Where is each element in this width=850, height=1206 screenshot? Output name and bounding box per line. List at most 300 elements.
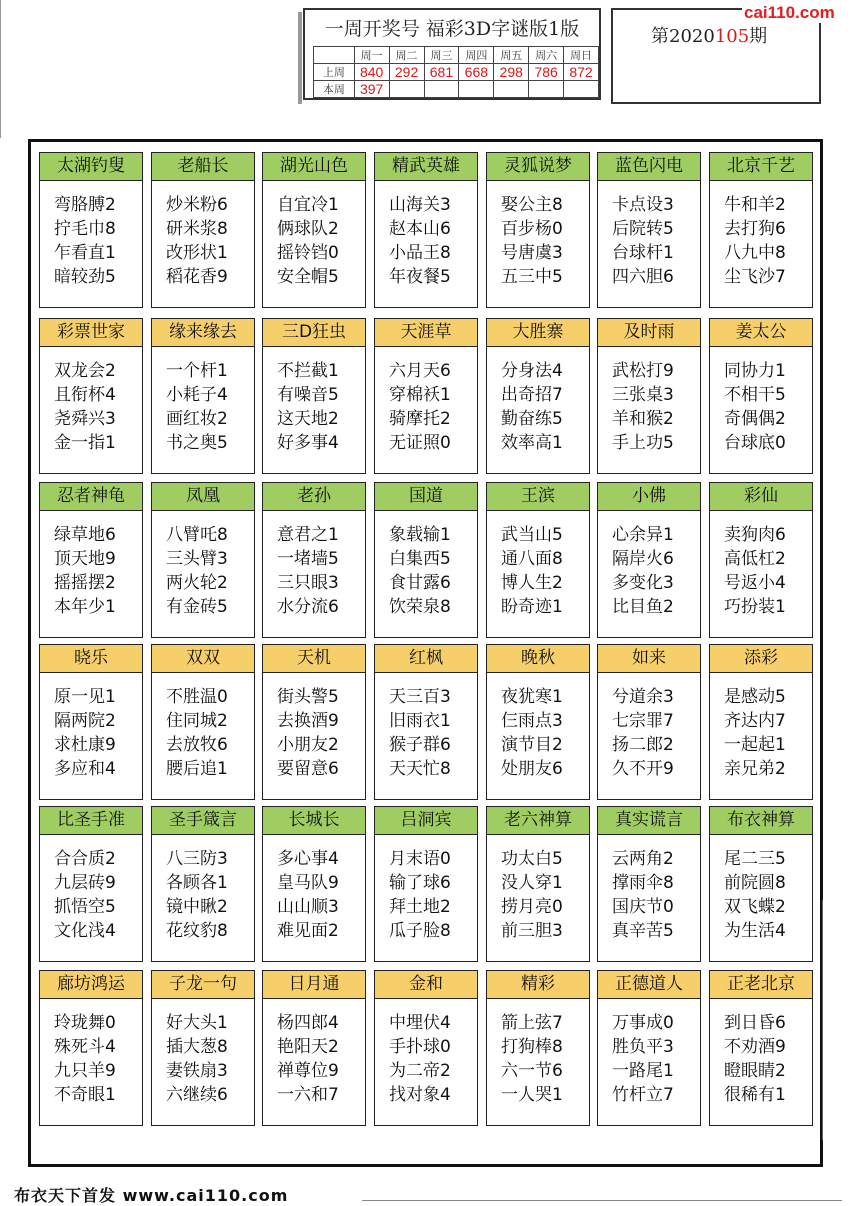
riddle-line: 中埋伏4	[389, 1013, 451, 1033]
footer-credit: 布衣天下首发 www.cai110.com	[14, 1186, 289, 1205]
riddle-line: 六继续6	[166, 1085, 228, 1105]
riddle-card	[486, 482, 590, 638]
riddle-line: 武当山5	[501, 525, 563, 545]
riddle-line: 好大头1	[166, 1013, 228, 1033]
riddle-line: 金一指1	[54, 433, 116, 453]
riddle-line: 久不开9	[612, 759, 674, 779]
riddle-lines	[54, 685, 144, 781]
riddle-line: 镜中瞅2	[166, 897, 228, 917]
riddle-line: 百步杨0	[501, 219, 563, 239]
riddle-line: 猴子群6	[389, 735, 451, 755]
riddle-card	[39, 318, 143, 474]
riddle-line: 去放牧6	[166, 735, 228, 755]
card-title: 老孙	[263, 483, 365, 511]
riddle-lines	[166, 685, 256, 781]
riddle-line: 很稀有1	[724, 1085, 786, 1105]
riddle-line: 胜负平3	[612, 1037, 674, 1057]
riddle-line: 摇铃铛0	[277, 243, 339, 263]
card-title: 子龙一句	[152, 971, 254, 999]
card-title: 如来	[598, 645, 700, 673]
riddle-line: 不相干5	[724, 385, 786, 405]
riddle-line: 赵本山6	[389, 219, 451, 239]
riddle-card	[597, 318, 701, 474]
riddle-line: 多变化3	[612, 573, 674, 593]
card-title: 天涯草	[375, 319, 477, 347]
riddle-line: 骑摩托2	[389, 409, 451, 429]
riddle-line: 顶天地9	[54, 549, 116, 569]
card-title: 正德道人	[598, 971, 700, 999]
card-title: 添彩	[710, 645, 812, 673]
riddle-line: 隔两院2	[54, 711, 116, 731]
riddle-card	[709, 482, 813, 638]
draw-number: 786	[529, 64, 564, 81]
riddle-card	[39, 806, 143, 962]
riddle-card	[39, 482, 143, 638]
card-title: 大胜寨	[487, 319, 589, 347]
row-label: 上周	[314, 64, 355, 81]
issue-suffix: 期	[749, 26, 768, 47]
riddle-line: 九只羊9	[54, 1061, 116, 1081]
riddle-line: 不奇眼1	[54, 1085, 116, 1105]
riddle-card	[374, 806, 478, 962]
riddle-line: 原一见1	[54, 687, 116, 707]
riddle-line: 一堵墙5	[277, 549, 339, 569]
card-title: 老六神算	[487, 807, 589, 835]
riddle-line: 输了球6	[389, 873, 451, 893]
riddle-line: 号唐虞3	[501, 243, 563, 263]
draw-number	[424, 81, 459, 98]
riddle-line: 改形状1	[166, 243, 228, 263]
riddle-line: 自宜冷1	[277, 195, 339, 215]
draw-number: 298	[494, 64, 529, 81]
card-title: 圣手箴言	[152, 807, 254, 835]
site-logo[interactable]: cai110.com	[744, 3, 835, 22]
riddle-card	[709, 644, 813, 800]
riddle-line: 箭上弦7	[501, 1013, 563, 1033]
riddle-line: 出奇招7	[501, 385, 563, 405]
riddle-line: 心余异1	[612, 525, 674, 545]
last-week-row	[314, 64, 599, 81]
day-header: 周一	[354, 47, 389, 64]
riddle-line: 年夜餐5	[389, 267, 451, 287]
riddle-line: 七宗罪7	[612, 711, 674, 731]
card-title: 晓乐	[40, 645, 142, 673]
riddle-card	[262, 806, 366, 962]
riddle-line: 巧扮装1	[724, 597, 786, 617]
riddle-line: 小朋友2	[277, 735, 339, 755]
riddle-line: 穿棉袄1	[389, 385, 451, 405]
day-header: 周日	[564, 47, 599, 64]
left-edge-rule	[0, 0, 1, 138]
riddle-line: 白集西5	[389, 549, 451, 569]
riddle-line: 街头警5	[277, 687, 339, 707]
riddle-line: 禅尊位9	[277, 1061, 339, 1081]
riddle-lines	[612, 685, 702, 781]
day-header: 周三	[424, 47, 459, 64]
card-title: 蓝色闪电	[598, 153, 700, 181]
riddle-lines	[501, 193, 591, 289]
card-title: 正老北京	[710, 971, 812, 999]
riddle-line: 尘飞沙7	[724, 267, 786, 287]
riddle-line: 要留意6	[277, 759, 339, 779]
riddle-line: 去打狗6	[724, 219, 786, 239]
card-title: 姜太公	[710, 319, 812, 347]
card-title: 凤凰	[152, 483, 254, 511]
card-title: 双双	[152, 645, 254, 673]
riddle-line: 不胜温0	[166, 687, 228, 707]
riddle-lines	[612, 193, 702, 289]
card-title: 及时雨	[598, 319, 700, 347]
riddle-lines	[501, 1011, 591, 1107]
day-header: 周五	[494, 47, 529, 64]
riddle-line: 双飞蝶2	[724, 897, 786, 917]
riddle-line: 卖狗肉6	[724, 525, 786, 545]
riddle-line: 尾二三5	[724, 849, 786, 869]
riddle-card	[709, 806, 813, 962]
riddle-lines	[724, 847, 814, 943]
riddle-line: 隔岸火6	[612, 549, 674, 569]
riddle-card	[597, 482, 701, 638]
riddle-card	[39, 644, 143, 800]
riddle-line: 插大葱8	[166, 1037, 228, 1057]
card-title: 北京千艺	[710, 153, 812, 181]
riddle-lines	[612, 359, 702, 455]
riddle-card	[151, 318, 255, 474]
riddle-line: 亲兄弟2	[724, 759, 786, 779]
riddle-line: 有金砖5	[166, 597, 228, 617]
issue-prefix: 第2020	[651, 26, 715, 47]
riddle-line: 艳阳天2	[277, 1037, 339, 1057]
riddle-line: 演节目2	[501, 735, 563, 755]
riddle-lines	[166, 847, 256, 943]
riddle-line: 多心事4	[277, 849, 339, 869]
riddle-line: 拧毛巾8	[54, 219, 116, 239]
riddle-line: 扬二郎2	[612, 735, 674, 755]
riddle-card	[597, 152, 701, 308]
riddle-line: 殊死斗4	[54, 1037, 116, 1057]
riddle-line: 台球杆1	[612, 243, 674, 263]
draw-number	[389, 81, 424, 98]
card-title: 老船长	[152, 153, 254, 181]
draw-number	[494, 81, 529, 98]
riddle-line: 比目鱼2	[612, 597, 674, 617]
riddle-card	[486, 644, 590, 800]
riddle-line: 本年少1	[54, 597, 116, 617]
riddle-line: 五三中5	[501, 267, 563, 287]
panel-title: 一周开奖号 福彩3D字谜版1版	[324, 18, 580, 40]
riddle-line: 卡点设3	[612, 195, 674, 215]
riddle-card	[597, 970, 701, 1126]
riddle-line: 双龙会2	[54, 361, 116, 381]
riddle-lines	[277, 193, 367, 289]
footer-rule	[362, 1200, 842, 1201]
riddle-line: 无证照0	[389, 433, 451, 453]
riddle-lines	[166, 359, 256, 455]
riddle-line: 三张桌3	[612, 385, 674, 405]
riddle-line: 文化浅4	[54, 921, 116, 941]
riddle-line: 一人哭1	[501, 1085, 563, 1105]
riddle-line: 齐达内7	[724, 711, 786, 731]
riddle-lines	[54, 847, 144, 943]
riddle-card	[262, 644, 366, 800]
riddle-line: 为生活4	[724, 921, 786, 941]
riddle-line: 稻花香9	[166, 267, 228, 287]
riddle-lines	[54, 523, 144, 619]
riddle-card	[374, 152, 478, 308]
riddle-line: 一六和7	[277, 1085, 339, 1105]
riddle-lines	[389, 685, 479, 781]
riddle-line: 拜土地2	[389, 897, 451, 917]
riddle-line: 摇摇摆2	[54, 573, 116, 593]
riddle-card	[39, 152, 143, 308]
riddle-lines	[389, 523, 479, 619]
day-header: 周六	[529, 47, 564, 64]
riddle-line: 三只眼3	[277, 573, 339, 593]
riddle-line: 八臂吒8	[166, 525, 228, 545]
riddle-line: 分身法4	[501, 361, 563, 381]
draw-number: 840	[354, 64, 389, 81]
riddle-line: 一起起1	[724, 735, 786, 755]
day-header: 周二	[389, 47, 424, 64]
riddle-line: 国庆节0	[612, 897, 674, 917]
draw-number: 668	[459, 64, 494, 81]
riddle-line: 博人生2	[501, 573, 563, 593]
riddle-line: 多应和4	[54, 759, 116, 779]
riddle-lines	[166, 1011, 256, 1107]
card-title: 吕洞宾	[375, 807, 477, 835]
riddle-line: 真辛苦5	[612, 921, 674, 941]
riddle-line: 瞪眼睛2	[724, 1061, 786, 1081]
riddle-line: 腰后追1	[166, 759, 228, 779]
card-title: 彩仙	[710, 483, 812, 511]
riddle-line: 抓悟空5	[54, 897, 116, 917]
riddle-line: 竹杆立7	[612, 1085, 674, 1105]
riddle-line: 暗较劲5	[54, 267, 116, 287]
right-edge-rule	[822, 900, 823, 1140]
card-title: 红枫	[375, 645, 477, 673]
riddle-line: 安全帽5	[277, 267, 339, 287]
riddle-line: 不拦截1	[277, 361, 339, 381]
riddle-line: 炒米粉6	[166, 195, 228, 215]
riddle-line: 皇马队9	[277, 873, 339, 893]
riddle-line: 三头臂3	[166, 549, 228, 569]
card-title: 金和	[375, 971, 477, 999]
card-title: 真实谎言	[598, 807, 700, 835]
riddle-card	[151, 806, 255, 962]
riddle-line: 难见面2	[277, 921, 339, 941]
draw-number	[564, 81, 599, 98]
card-title: 缘来缘去	[152, 319, 254, 347]
riddle-board	[28, 139, 823, 1167]
riddle-line: 前院圆8	[724, 873, 786, 893]
header-shadow	[298, 12, 302, 104]
riddle-line: 后院转5	[612, 219, 674, 239]
day-header: 周四	[459, 47, 494, 64]
riddle-card	[262, 482, 366, 638]
riddle-lines	[54, 193, 144, 289]
riddle-line: 找对象4	[389, 1085, 451, 1105]
riddle-line: 求杜康9	[54, 735, 116, 755]
riddle-line: 山海关3	[389, 195, 451, 215]
riddle-line: 前三胆3	[501, 921, 563, 941]
riddle-card	[597, 806, 701, 962]
riddle-lines	[166, 523, 256, 619]
riddle-lines	[501, 359, 591, 455]
draw-table	[313, 46, 599, 98]
card-title: 日月通	[263, 971, 365, 999]
riddle-line: 各顾各1	[166, 873, 228, 893]
riddle-line: 四六胆6	[612, 267, 674, 287]
riddle-line: 夜犹寒1	[501, 687, 563, 707]
riddle-card	[374, 970, 478, 1126]
draw-number: 397	[354, 81, 389, 98]
riddle-lines	[277, 1011, 367, 1107]
riddle-line: 尧舜兴3	[54, 409, 116, 429]
draw-number: 292	[389, 64, 424, 81]
riddle-line: 去换酒9	[277, 711, 339, 731]
riddle-card	[262, 970, 366, 1126]
riddle-card	[151, 482, 255, 638]
riddle-line: 研米浆8	[166, 219, 228, 239]
riddle-card	[709, 970, 813, 1126]
riddle-line: 兮道余3	[612, 687, 674, 707]
riddle-line: 功太白5	[501, 849, 563, 869]
riddle-line: 意君之1	[277, 525, 339, 545]
riddle-line: 水分流6	[277, 597, 339, 617]
riddle-line: 武松打9	[612, 361, 674, 381]
row-label: 本周	[314, 81, 355, 98]
card-title: 太湖钓叟	[40, 153, 142, 181]
riddle-lines	[277, 359, 367, 455]
riddle-line: 六一节6	[501, 1061, 563, 1081]
card-title: 忍者神龟	[40, 483, 142, 511]
riddle-lines	[277, 847, 367, 943]
riddle-line: 九层砖9	[54, 873, 116, 893]
riddle-line: 小耗子4	[166, 385, 228, 405]
riddle-line: 且衔杯4	[54, 385, 116, 405]
card-title: 天机	[263, 645, 365, 673]
riddle-line: 打狗棒8	[501, 1037, 563, 1057]
riddle-line: 弯胳膊2	[54, 195, 116, 215]
riddle-card	[709, 152, 813, 308]
riddle-line: 小品王8	[389, 243, 451, 263]
riddle-line: 象载输1	[389, 525, 451, 545]
riddle-lines	[724, 359, 814, 455]
riddle-line: 高低杠2	[724, 549, 786, 569]
riddle-line: 瓜子脸8	[389, 921, 451, 941]
riddle-line: 仨雨点3	[501, 711, 563, 731]
riddle-lines	[501, 685, 591, 781]
card-title: 精武英雄	[375, 153, 477, 181]
riddle-line: 万事成0	[612, 1013, 674, 1033]
card-title: 晚秋	[487, 645, 589, 673]
card-title: 王滨	[487, 483, 589, 511]
riddle-line: 住同城2	[166, 711, 228, 731]
riddle-lines	[724, 523, 814, 619]
riddle-lines	[724, 685, 814, 781]
riddle-card	[486, 970, 590, 1126]
riddle-card	[262, 152, 366, 308]
riddle-card	[151, 644, 255, 800]
card-title: 国道	[375, 483, 477, 511]
riddle-line: 捞月亮0	[501, 897, 563, 917]
riddle-lines	[612, 1011, 702, 1107]
riddle-line: 画红妆2	[166, 409, 228, 429]
riddle-lines	[501, 847, 591, 943]
riddle-line: 两火轮2	[166, 573, 228, 593]
riddle-line: 有噪音5	[277, 385, 339, 405]
riddle-line: 花纹豹8	[166, 921, 228, 941]
draw-number: 681	[424, 64, 459, 81]
riddle-lines	[724, 193, 814, 289]
riddle-line: 奇偶偶2	[724, 409, 786, 429]
riddle-lines	[277, 685, 367, 781]
riddle-line: 饮荣泉8	[389, 597, 451, 617]
table-header-row	[314, 47, 599, 64]
riddle-line: 杨四郎4	[277, 1013, 339, 1033]
this-week-row	[314, 81, 599, 98]
riddle-line: 盼奇迹1	[501, 597, 563, 617]
riddle-lines	[54, 359, 144, 455]
riddle-lines	[389, 359, 479, 455]
riddle-card	[262, 318, 366, 474]
riddle-line: 号返小4	[724, 573, 786, 593]
riddle-line: 天天忙8	[389, 759, 451, 779]
draw-number	[529, 81, 564, 98]
riddle-card	[486, 806, 590, 962]
riddle-lines	[724, 1011, 814, 1107]
riddle-lines	[54, 1011, 144, 1107]
riddle-line: 这天地2	[277, 409, 339, 429]
riddle-line: 为二帝2	[389, 1061, 451, 1081]
card-title: 彩票世家	[40, 319, 142, 347]
riddle-line: 是感动5	[724, 687, 786, 707]
riddle-lines	[166, 193, 256, 289]
riddle-lines	[389, 193, 479, 289]
card-title: 灵狐说梦	[487, 153, 589, 181]
riddle-card	[151, 970, 255, 1126]
riddle-line: 同协力1	[724, 361, 786, 381]
riddle-lines	[501, 523, 591, 619]
riddle-card	[374, 644, 478, 800]
riddle-line: 云两角2	[612, 849, 674, 869]
draw-number	[459, 81, 494, 98]
card-title: 三D狂虫	[263, 319, 365, 347]
card-title: 廊坊鸿运	[40, 971, 142, 999]
riddle-line: 一路尾1	[612, 1061, 674, 1081]
riddle-line: 手上功5	[612, 433, 674, 453]
riddle-card	[151, 152, 255, 308]
riddle-line: 八三防3	[166, 849, 228, 869]
riddle-card	[597, 644, 701, 800]
riddle-card	[486, 318, 590, 474]
issue-label	[651, 22, 767, 48]
riddle-line: 六月天6	[389, 361, 451, 381]
card-title: 长城长	[263, 807, 365, 835]
riddle-line: 绿草地6	[54, 525, 116, 545]
weekly-draw-panel	[303, 8, 601, 100]
card-title: 比圣手准	[40, 807, 142, 835]
riddle-line: 乍看直1	[54, 243, 116, 263]
card-title: 布衣神算	[710, 807, 812, 835]
card-title: 小佛	[598, 483, 700, 511]
riddle-card	[486, 152, 590, 308]
riddle-line: 勤奋练5	[501, 409, 563, 429]
riddle-line: 山山顺3	[277, 897, 339, 917]
riddle-card	[709, 318, 813, 474]
riddle-card	[374, 318, 478, 474]
issue-number: 105	[714, 26, 750, 47]
